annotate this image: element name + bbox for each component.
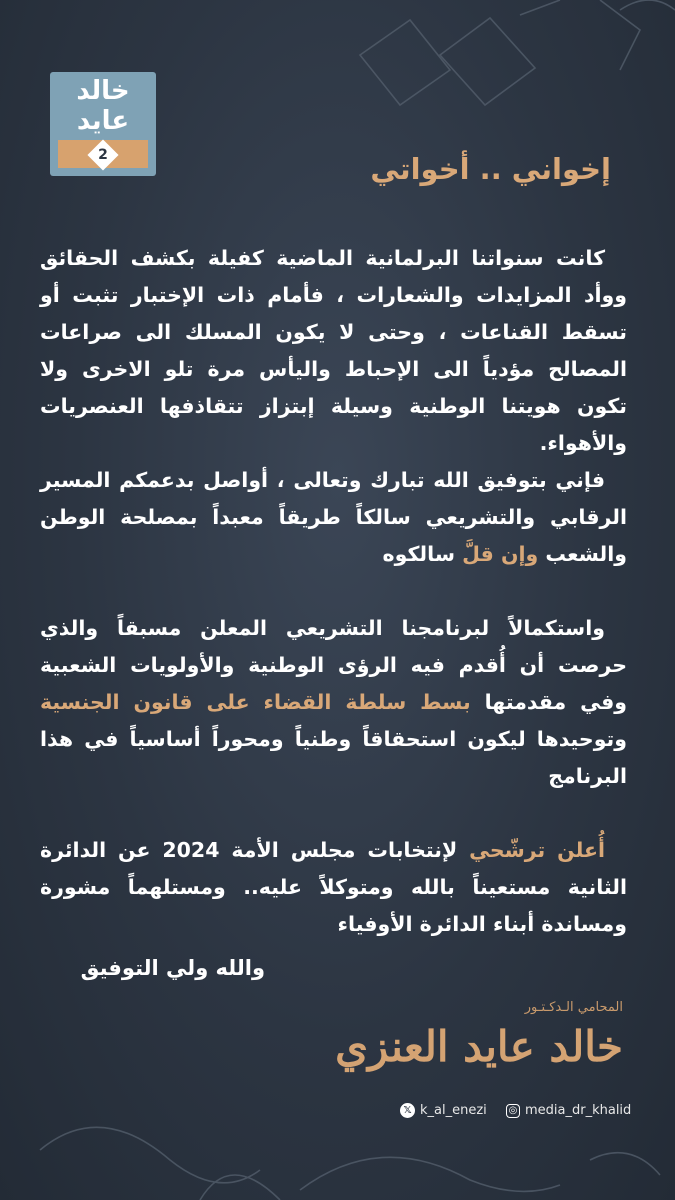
statement-body [40,240,627,943]
x-handle-link[interactable] [400,1103,487,1118]
instagram-icon: ◎ [506,1104,520,1118]
logo-line-2: عايد [76,106,130,136]
signature-title: المحامي الـدكـتـور [524,1000,623,1015]
paragraph-2-end: سالكوه [382,542,455,566]
logo-line-1: خالد [76,76,130,106]
paragraph-2 [40,462,627,573]
paragraph-2-highlight: وإن قلَّ [462,542,539,566]
signature-name: خالد عايد العنزي [335,1022,623,1071]
paragraph-3-text: واستكمالاً لبرنامجنا التشريعي المعلن مسبقاً والذي حرصت أن أُقدم فيه الرؤى الوطنية والأولويات الشعبية وفي مقدمتها [40,616,627,714]
x-icon: 𝕏 [400,1103,415,1118]
paragraph-4-highlight: أُعلن ترشّحي [469,838,605,862]
paragraph-3-end: وتوحيدها ليكون استحقاقاً وطنياً ومحوراً أساسياً في هذا البرنامج [40,727,627,788]
instagram-handle-link[interactable] [506,1103,631,1118]
page-heading: إخواني .. أخواتي [370,152,611,186]
paragraph-3-highlight: بسط سلطة القضاء على قانون الجنسية [40,690,471,714]
social-handles [400,1103,630,1125]
x-handle: k_al_enezi [420,1103,487,1118]
paragraph-2-text: فإني بتوفيق الله تبارك وتعالى ، أواصل بدعمكم المسير الرقابي والتشريعي سالكاً طريقاً معبداً بمصلحة الوطن والشعب [40,468,627,566]
logo-number: 2 [98,147,108,163]
closing-line: والله ولي التوفيق [80,956,265,980]
paragraph-3 [40,610,627,795]
paragraph-4-text: لإنتخابات مجلس الأمة 2024 عن الدائرة الثانية مستعيناً بالله ومتوكلاً عليه.. ومستلهماً مشورة ومساندة أبناء الدائرة الأوفياء [40,838,627,936]
campaign-logo [50,72,156,176]
instagram-handle: media_dr_khalid [525,1103,632,1118]
paragraph-1: كانت سنواتنا البرلمانية الماضية كفيلة بكشف الحقائق ووأد المزايدات والشعارات ، فأمام ذات الإختبار تثبت أو تسقط القناعات ، وحتى لا يكون المسلك الى صراعات المصالح مؤدياً الى الإحباط واليأس مرة تلو الاخرى ولا تكون هويتنا الوطنية وسيلة إبتزاز تتقاذفها العنصريات والأهواء. [40,246,627,455]
paragraph-4 [40,832,627,943]
